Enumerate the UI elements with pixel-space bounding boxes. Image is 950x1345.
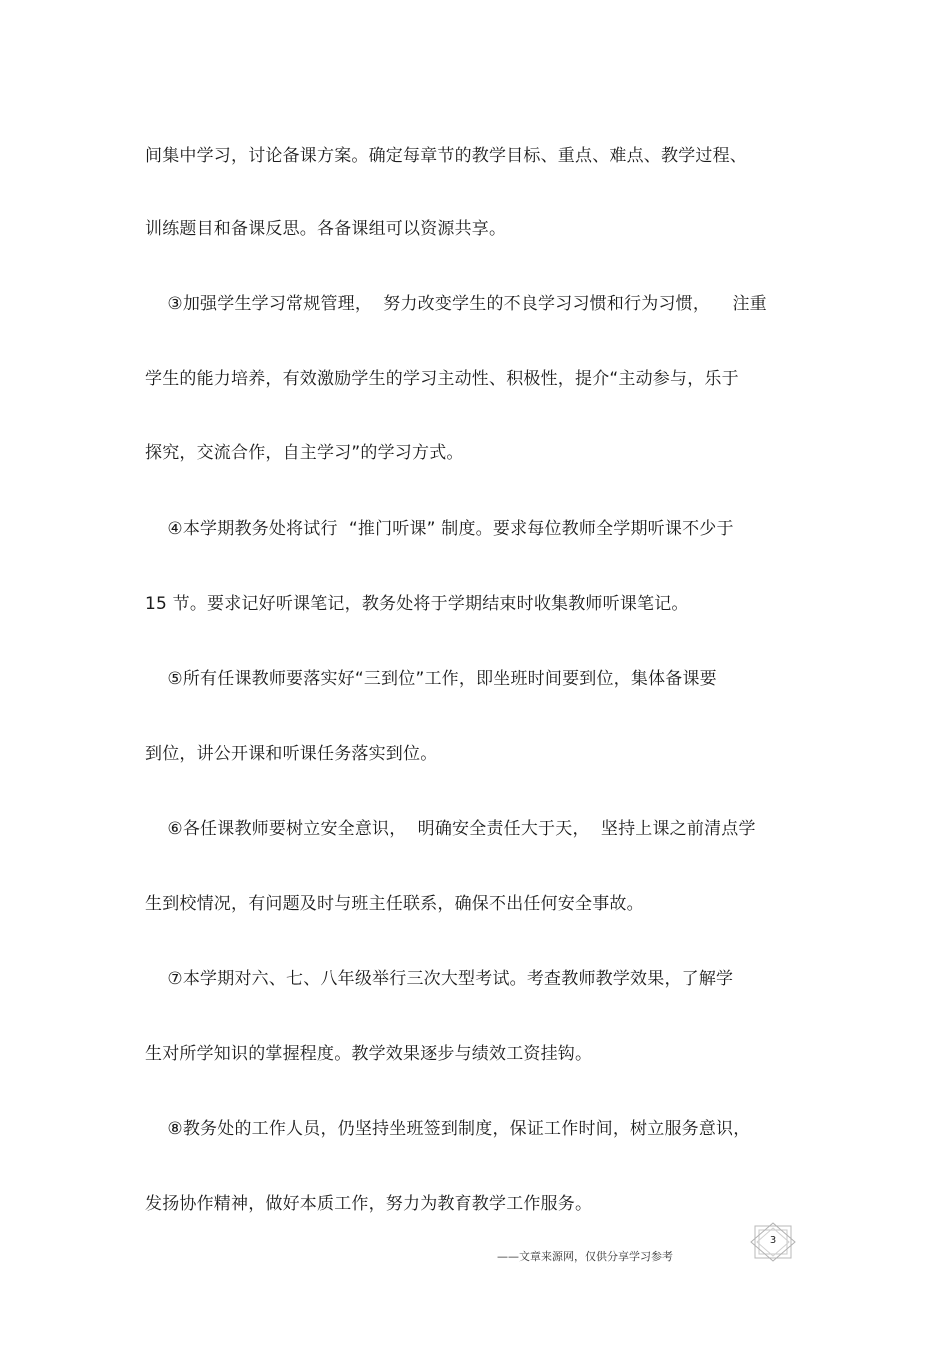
text-line: ⑦本学期对六、七、八年级举行三次大型考试。考查教师教学效果，了解学 [145, 969, 734, 989]
page-number-badge [749, 1222, 797, 1262]
text-line: 探究，交流合作，自主学习”的学习方式。 [145, 443, 464, 463]
text-line: 间集中学习，讨论备课方案。确定每章节的教学目标、重点、难点、教学过程、 [145, 146, 747, 166]
text-line: ⑤所有任课教师要落实好“三到位”工作，即坐班时间要到位，集体备课要 [145, 669, 717, 689]
text-line: 训练题目和备课反思。各备课组可以资源共享。 [145, 219, 507, 239]
text-line: ③加强学生学习常规管理， 努力改变学生的不良学习习惯和行为习惯， 注重 [145, 294, 767, 314]
text-line: 生对所学知识的掌握程度。教学效果逐步与绩效工资挂钩。 [145, 1044, 593, 1064]
text-line: 生到校情况，有问题及时与班主任联系，确保不出任何安全事故。 [145, 894, 644, 914]
text-line: 发扬协作精神，做好本质工作，努力为教育教学工作服务。 [145, 1194, 593, 1214]
footer-source-note: ——文章来源网，仅供分享学习参考 [497, 1250, 673, 1263]
text-line: 15 节。要求记好听课笔记，教务处将于学期结束时收集教师听课笔记。 [145, 594, 689, 614]
text-line: ⑧教务处的工作人员，仍坚持坐班签到制度，保证工作时间，树立服务意识， [145, 1119, 751, 1139]
text-line: ④本学期教务处将试行 “推门听课” 制度。要求每位教师全学期听课不少于 [145, 519, 734, 539]
text-line: 学生的能力培养，有效激励学生的学习主动性、积极性，提介“主动参与，乐于 [145, 369, 739, 389]
text-line: 到位，讲公开课和听课任务落实到位。 [145, 744, 438, 764]
text-line: ⑥各任课教师要树立安全意识， 明确安全责任大于天， 坚持上课之前清点学 [145, 819, 756, 839]
page-number: 3 [769, 1235, 777, 1246]
